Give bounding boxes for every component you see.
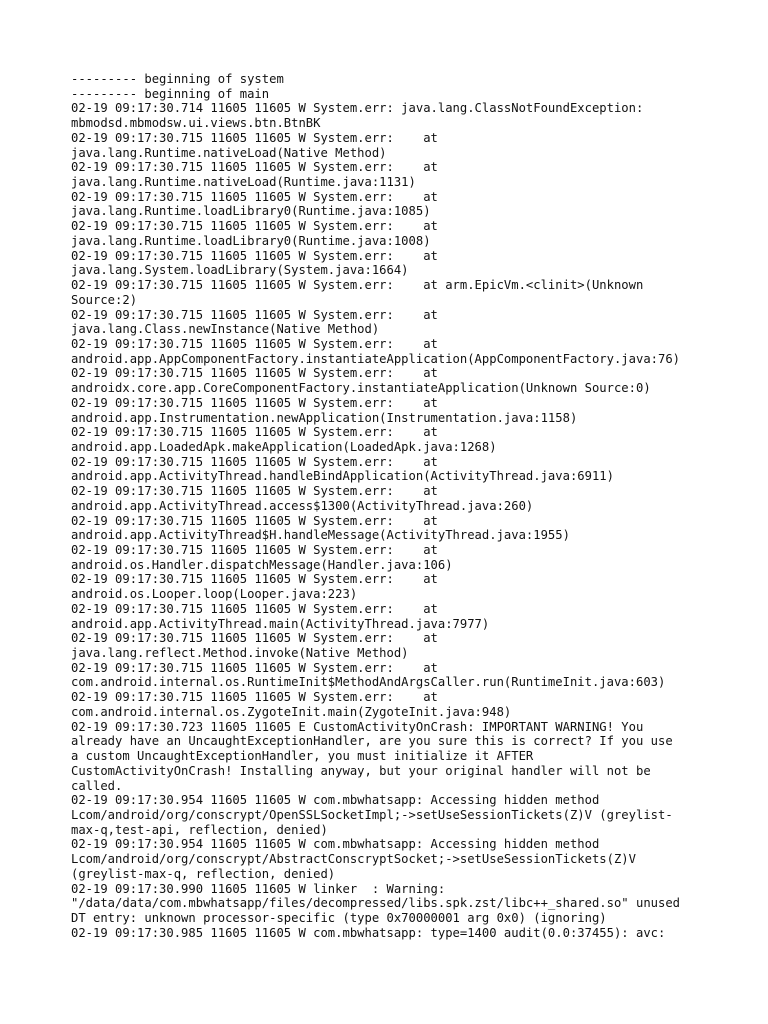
log-line: DT entry: unknown processor-specific (type 0x70000001 arg 0x0) (ignoring) [71, 910, 607, 925]
log-line: 02-19 09:17:30.715 11605 11605 W System.err: at [71, 248, 438, 263]
log-line: 02-19 09:17:30.715 11605 11605 W System.err: at [71, 130, 438, 145]
log-line: 02-19 09:17:30.954 11605 11605 W com.mbwhatsapp: Accessing hidden method [71, 837, 600, 852]
log-line: android.app.ActivityThread.access$1300(ActivityThread.java:260) [71, 498, 534, 513]
log-line: Lcom/android/org/conscrypt/AbstractConscryptSocket;->setUseSessionTickets(Z)V [71, 852, 636, 867]
log-line: java.lang.Class.newInstance(Native Method) [71, 322, 380, 337]
log-line: 02-19 09:17:30.715 11605 11605 W System.err: at [71, 660, 438, 675]
log-line: java.lang.reflect.Method.invoke(Native Method) [71, 646, 409, 661]
log-line: 02-19 09:17:30.715 11605 11605 W System.err: at [71, 513, 438, 528]
log-line: CustomActivityOnCrash! Installing anyway, but your original handler will not be [71, 763, 651, 778]
log-line: 02-19 09:17:30.714 11605 11605 W System.err: java.lang.ClassNotFoundException: [71, 101, 644, 116]
log-line: android.app.ActivityThread$H.handleMessage(ActivityThread.java:1955) [71, 528, 570, 543]
log-line: android.os.Handler.dispatchMessage(Handler.java:106) [71, 557, 453, 572]
log-line: 02-19 09:17:30.954 11605 11605 W com.mbwhatsapp: Accessing hidden method [71, 793, 600, 808]
log-line: --------- beginning of main [71, 86, 270, 101]
log-line: 02-19 09:17:30.715 11605 11605 W System.err: at [71, 425, 438, 440]
logcat-text-block [71, 72, 761, 940]
log-line: com.android.internal.os.ZygoteInit.main(ZygoteInit.java:948) [71, 704, 512, 719]
log-line: 02-19 09:17:30.715 11605 11605 W System.err: at [71, 160, 438, 175]
log-line: 02-19 09:17:30.715 11605 11605 W System.err: at [71, 395, 438, 410]
log-line: com.android.internal.os.RuntimeInit$MethodAndArgsCaller.run(RuntimeInit.java:603) [71, 675, 666, 690]
log-line: Lcom/android/org/conscrypt/OpenSSLSocketImpl;->setUseSessionTickets(Z)V (greylist- [71, 807, 673, 822]
log-line: android.app.ActivityThread.handleBindApplication(ActivityThread.java:6911) [71, 469, 614, 484]
log-line: 02-19 09:17:30.715 11605 11605 W System.err: at [71, 219, 438, 234]
log-line: 02-19 09:17:30.990 11605 11605 W linker : Warning: [71, 881, 446, 896]
log-line: max-q,test-api, reflection, denied) [71, 822, 328, 837]
log-line: 02-19 09:17:30.715 11605 11605 W System.err: at [71, 601, 438, 616]
log-line: 02-19 09:17:30.715 11605 11605 W System.err: at [71, 189, 438, 204]
log-line: 02-19 09:17:30.723 11605 11605 E CustomActivityOnCrash: IMPORTANT WARNING! You [71, 719, 644, 734]
log-line: android.os.Looper.loop(Looper.java:223) [71, 587, 358, 602]
log-line: java.lang.Runtime.loadLibrary0(Runtime.java:1085) [71, 204, 431, 219]
log-line: mbmodsd.mbmodsw.ui.views.btn.BtnBK [71, 116, 321, 131]
log-line: android.app.LoadedApk.makeApplication(LoadedApk.java:1268) [71, 439, 497, 454]
log-line: java.lang.Runtime.nativeLoad(Runtime.java:1131) [71, 175, 416, 190]
log-line: android.app.ActivityThread.main(ActivityThread.java:7977) [71, 616, 490, 631]
log-line: 02-19 09:17:30.715 11605 11605 W System.err: at [71, 484, 438, 499]
log-line: 02-19 09:17:30.715 11605 11605 W System.err: at [71, 543, 438, 557]
log-line: 02-19 09:17:30.715 11605 11605 W System.err: at [71, 307, 438, 322]
log-line: 02-19 09:17:30.715 11605 11605 W System.err: at [71, 631, 438, 646]
log-line: 02-19 09:17:30.715 11605 11605 W System.err: at [71, 572, 438, 587]
log-line: android.app.Instrumentation.newApplication(Instrumentation.java:1158) [71, 410, 578, 425]
log-line: Source:2) [71, 292, 138, 307]
log-line: 02-19 09:17:30.715 11605 11605 W System.err: at [71, 454, 438, 469]
log-line: 02-19 09:17:30.715 11605 11605 W System.err: at [71, 366, 438, 381]
log-line: already have an UncaughtExceptionHandler, are you sure this is correct? If you use [71, 734, 673, 749]
log-line: androidx.core.app.CoreComponentFactory.instantiateApplication(Unknown Source:0) [71, 381, 651, 396]
log-line: java.lang.System.loadLibrary(System.java:1664) [71, 263, 409, 278]
log-line: --------- beginning of system [71, 72, 284, 86]
log-line: java.lang.Runtime.loadLibrary0(Runtime.java:1008) [71, 233, 431, 248]
log-line: 02-19 09:17:30.715 11605 11605 W System.err: at [71, 690, 438, 705]
log-line: java.lang.Runtime.nativeLoad(Native Method) [71, 145, 387, 160]
log-line: a custom UncaughtExceptionHandler, you must initialize it AFTER [71, 749, 534, 764]
log-line: 02-19 09:17:30.985 11605 11605 W com.mbwhatsapp: type=1400 audit(0.0:37455): avc: [71, 925, 666, 940]
log-line: "/data/data/com.mbwhatsapp/files/decompressed/libs.spk.zst/libc++_shared.so" unused [71, 896, 681, 911]
log-line: android.app.AppComponentFactory.instantiateApplication(AppComponentFactory.java:76) [71, 351, 681, 366]
log-line: (greylist-max-q, reflection, denied) [71, 866, 336, 881]
log-line: 02-19 09:17:30.715 11605 11605 W System.err: at [71, 336, 438, 351]
log-line: 02-19 09:17:30.715 11605 11605 W System.err: at arm.EpicVm.<clinit>(Unknown [71, 278, 644, 293]
log-line: called. [71, 778, 123, 793]
